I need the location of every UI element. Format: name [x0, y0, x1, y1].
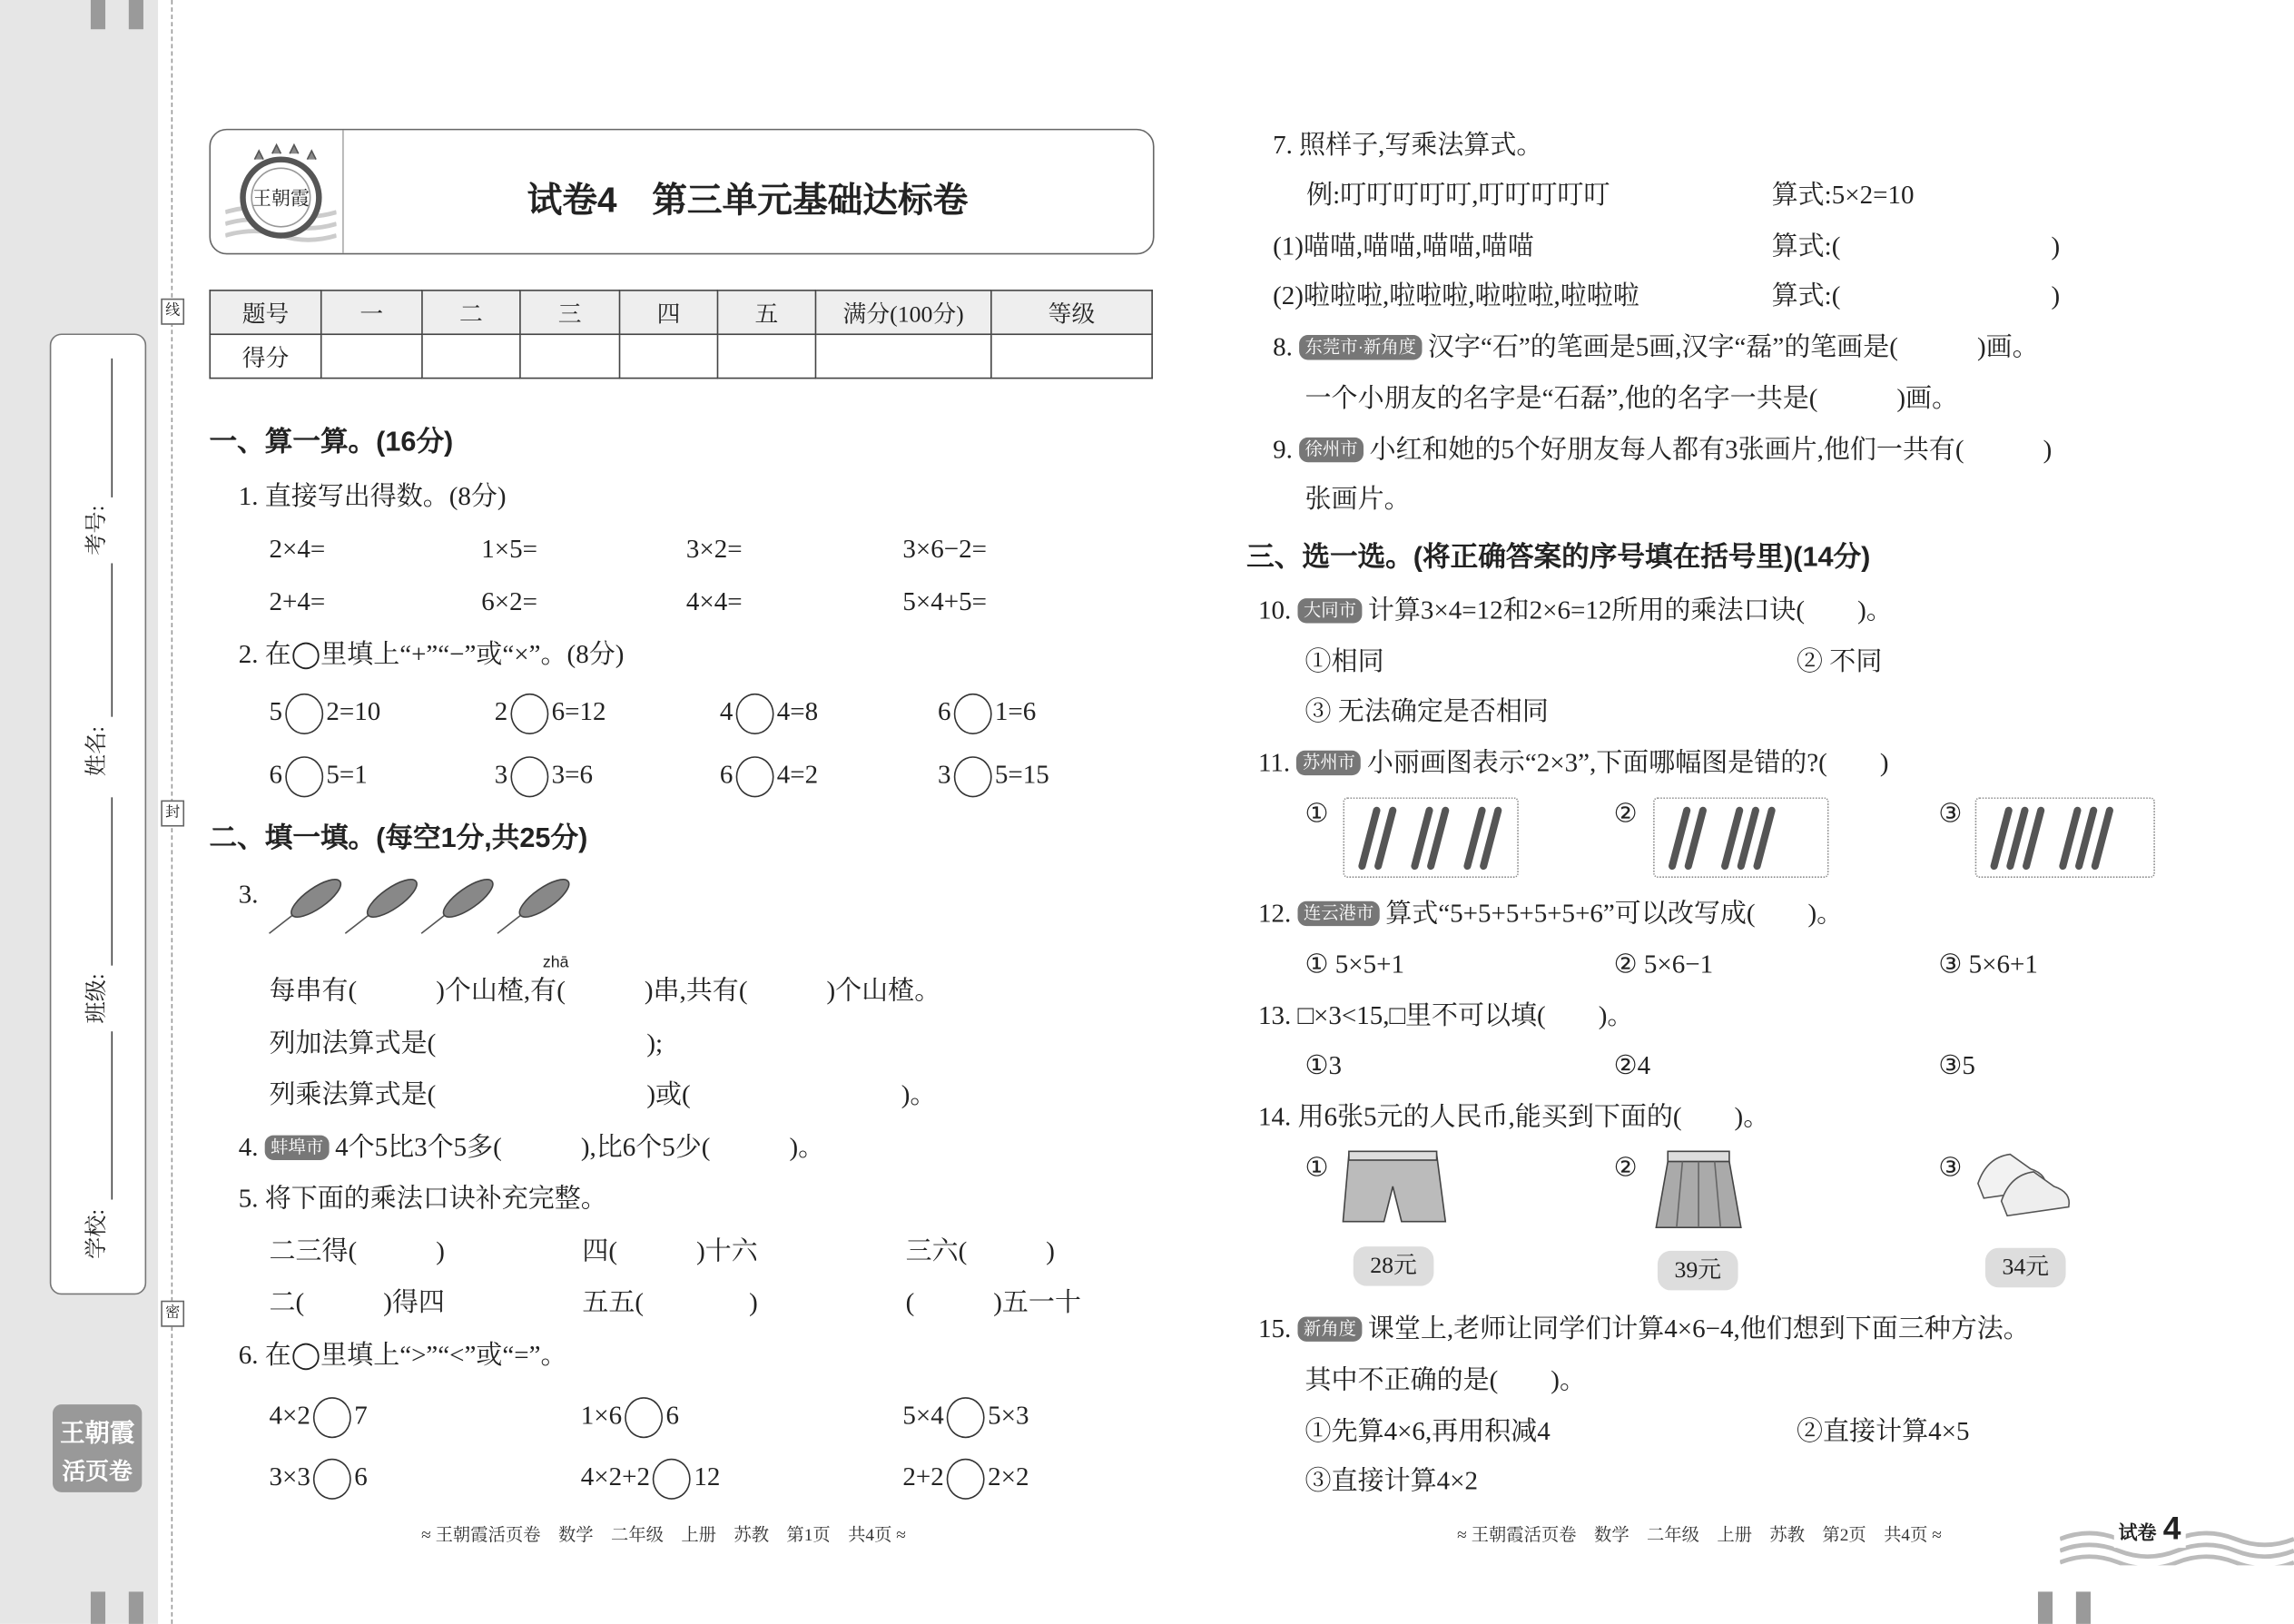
q14-option: ①: [1305, 1152, 1329, 1183]
paper-number-corner: [2114, 1510, 2186, 1548]
q1-item: 5×4+5=: [902, 586, 987, 616]
operand: 4=8: [776, 696, 819, 726]
q5-prompt: 5. 将下面的乘法口诀补充完整。: [238, 1183, 607, 1214]
operand: 6: [269, 759, 283, 789]
q10: [1258, 594, 1893, 625]
operand: 2=10: [326, 696, 381, 726]
stick: [1467, 811, 1482, 866]
score-header: 等级: [991, 290, 1152, 334]
stick: [2079, 811, 2093, 866]
expression: 2+2: [902, 1462, 944, 1491]
stick: [1414, 811, 1429, 866]
q1-item: 2+4=: [269, 586, 326, 616]
stick: [1741, 811, 1756, 866]
operand: 6=12: [551, 696, 606, 726]
q11-option: ③: [1938, 798, 1963, 829]
q1-prompt: 1. 直接写出得数。(8分): [238, 481, 507, 511]
q11-option: ②: [1613, 798, 1638, 829]
q4-number: 4.: [238, 1132, 259, 1162]
q14-text: 14. 用6张5元的人民币,能买到下面的( )。: [1257, 1101, 1770, 1131]
operand: 3=6: [551, 759, 593, 789]
hawthorn-skewers-image: [263, 872, 577, 940]
stick: [1757, 811, 1772, 866]
q6-item: [581, 1397, 679, 1438]
q5-item: 三六( ): [905, 1235, 1055, 1266]
q1-item: 6×2=: [481, 586, 537, 616]
sticks-figure-2: [1653, 797, 1828, 878]
sneakers-image: [1972, 1148, 2077, 1222]
shorts-image: [1340, 1148, 1448, 1233]
school-label: 学校:: [85, 1208, 110, 1259]
score-row-label: 得分: [210, 334, 320, 378]
q6-item: [581, 1459, 721, 1500]
expression: 2×2: [988, 1462, 1029, 1491]
stick: [1483, 811, 1498, 866]
q9: [1273, 433, 2052, 465]
class-field[interactable]: [111, 797, 113, 965]
q2-item: [938, 694, 1036, 734]
q10-option: ③ 无法确定是否相同: [1305, 696, 1549, 726]
q5-item: ( )五一十: [905, 1287, 1081, 1317]
q7-answer: 算式:( ): [1771, 231, 2061, 261]
stick: [2095, 811, 2110, 866]
q12-option: ② 5×6−1: [1613, 949, 1714, 979]
badge-series: 活页卷: [62, 1460, 133, 1485]
stick: [1672, 811, 1687, 866]
q12: [1258, 897, 1843, 929]
score-header: 题号: [210, 290, 320, 334]
operand: 4=2: [776, 759, 819, 789]
answer-circle[interactable]: [285, 694, 323, 734]
stick: [2026, 811, 2041, 866]
operand: 5=1: [326, 759, 368, 789]
q2-item: [720, 694, 818, 734]
sticks-figure-3: [1975, 797, 2155, 878]
operand: 5=15: [994, 759, 1049, 789]
q6-item: [270, 1459, 368, 1500]
q14-option: ②: [1613, 1152, 1638, 1183]
q3-number: 3.: [238, 879, 259, 909]
score-cell[interactable]: [717, 334, 815, 378]
q13-option: ②4: [1613, 1050, 1651, 1080]
q10-option: ①相同: [1305, 646, 1384, 676]
registration-mark: [91, 0, 105, 29]
page-footer-left: ≈ 王朝霞活页卷 数学 二年级 上册 苏教 第1页 共4页 ≈: [421, 1524, 906, 1545]
answer-circle[interactable]: [510, 756, 548, 797]
q3-line: 每串有( )个山楂,有( )串,共有( )个山楂。: [269, 975, 941, 1006]
q7-prompt: 7. 照样子,写乘法算式。: [1273, 130, 1543, 160]
section-1-heading: 一、算一算。(16分): [209, 427, 454, 458]
q5-item: 五五( ): [582, 1287, 758, 1317]
stick: [1725, 811, 1739, 866]
q7-answer: 算式:( ): [1771, 281, 2061, 310]
section-3-heading: 三、选一选。(将正确答案的序号填在括号里)(14分): [1246, 542, 1871, 574]
score-header: 二: [422, 290, 520, 334]
corner-label: 试卷: [2118, 1521, 2157, 1544]
answer-circle[interactable]: [625, 1397, 663, 1438]
stick: [1362, 811, 1376, 866]
region-tag: 徐州市: [1299, 438, 1364, 462]
expression: 3×3: [269, 1462, 310, 1491]
q15-option: ①先算4×6,再用积减4: [1305, 1416, 1551, 1446]
title-box: [209, 129, 1154, 255]
q1-item: 2×4=: [269, 534, 326, 564]
q11: [1258, 746, 1889, 778]
q11-number: 11.: [1257, 747, 1291, 777]
q11-text: 小丽画图表示“2×3”,下面哪幅图是错的?( ): [1366, 747, 1889, 777]
answer-circle[interactable]: [313, 1397, 351, 1438]
q1-item: 3×6−2=: [902, 534, 987, 564]
q14-option: ③: [1938, 1152, 1963, 1183]
operand: 2: [494, 696, 508, 726]
q3-line: 列加法算式是( );: [269, 1028, 664, 1058]
expression: 5×4: [902, 1400, 944, 1430]
q15: [1258, 1313, 2030, 1344]
class-label: 班级:: [85, 973, 110, 1024]
region-tag: 连云港市: [1297, 901, 1379, 926]
score-header: 四: [620, 290, 718, 334]
operand: 6: [938, 696, 951, 726]
operand: 4: [719, 696, 733, 726]
q12-text: 算式“5+5+5+5+5+6”可以改写成( )。: [1385, 898, 1844, 928]
answer-circle[interactable]: [653, 1459, 691, 1500]
q12-option: ③ 5×6+1: [1938, 949, 2038, 979]
brand-badge: [53, 1404, 142, 1492]
q2-item: [270, 756, 368, 797]
q5-item: 四( )十六: [582, 1235, 758, 1266]
operand: 6: [719, 759, 733, 789]
exam-number-field[interactable]: [111, 359, 113, 497]
expression: 6: [354, 1462, 368, 1491]
q2-prompt: 2. 在◯里填上“+”“−”或“×”。(8分): [238, 639, 625, 669]
seal-mark: 封: [161, 801, 184, 827]
price-tag: 39元: [1658, 1251, 1738, 1291]
skirt-image: [1650, 1148, 1747, 1233]
score-cell[interactable]: [520, 334, 620, 378]
q7-example: 例:叮叮叮叮叮,叮叮叮叮叮: [1306, 180, 1610, 210]
region-tag: 东莞市·新角度: [1299, 335, 1422, 359]
answer-circle[interactable]: [736, 756, 774, 797]
q10-text: 计算3×4=12和2×6=12所用的乘法口诀( )。: [1367, 595, 1893, 625]
q15-line: 其中不正确的是( )。: [1305, 1364, 1586, 1394]
pinyin-annotation: zhā: [542, 953, 569, 972]
score-header: 一: [321, 290, 422, 334]
q6-prompt: 6. 在◯里填上“>”“<”或“=”。: [238, 1340, 567, 1370]
stick: [1994, 811, 2009, 866]
page-footer-right: ≈ 王朝霞活页卷 数学 二年级 上册 苏教 第2页 共4页 ≈: [1457, 1524, 1942, 1545]
q1-item: 4×4=: [685, 586, 743, 616]
q8-text: 汉字“石”的笔画是5画,汉字“磊”的笔画是( )画。: [1427, 331, 2039, 362]
student-info-box: [50, 333, 146, 1294]
q15-option: ②直接计算4×5: [1797, 1416, 1970, 1446]
score-header: 满分(100分): [815, 290, 990, 334]
score-cell[interactable]: [620, 334, 718, 378]
exam-number-label: 考号:: [85, 505, 110, 556]
q15-text: 课堂上,老师让同学们计算4×6−4,他们想到下面三种方法。: [1367, 1314, 2030, 1343]
answer-circle[interactable]: [510, 694, 548, 734]
school-field[interactable]: [111, 1031, 113, 1199]
answer-circle[interactable]: [947, 1459, 985, 1500]
seal-mark: 密: [161, 1301, 184, 1327]
q10-option: ② 不同: [1797, 646, 1883, 676]
q9-text: 小红和她的5个好朋友每人都有3张画片,他们一共有( ): [1369, 434, 2053, 464]
q12-number: 12.: [1257, 898, 1292, 928]
q1-item: 3×2=: [685, 534, 743, 564]
score-table: [209, 290, 1152, 379]
q13-option: ①3: [1305, 1050, 1343, 1080]
registration-mark: [91, 1591, 105, 1623]
q7-item: (2)啦啦啦,啦啦啦,啦啦啦,啦啦啦: [1273, 281, 1639, 310]
expression: 12: [694, 1462, 721, 1491]
registration-mark: [2038, 1591, 2053, 1623]
score-header: 五: [717, 290, 815, 334]
q5-item: 二( )得四: [269, 1287, 445, 1317]
q9-line: 张画片。: [1305, 484, 1411, 514]
registration-mark: [129, 1591, 143, 1623]
answer-circle[interactable]: [947, 1397, 985, 1438]
section-2-heading: 二、填一填。(每空1分,共25分): [209, 823, 588, 855]
expression: 4×2+2: [580, 1462, 651, 1491]
region-tag: 新角度: [1297, 1316, 1362, 1341]
expression: 5×3: [988, 1400, 1029, 1430]
q2-item: [270, 694, 381, 734]
answer-circle[interactable]: [954, 694, 992, 734]
registration-mark: [2076, 1591, 2091, 1623]
stick: [2063, 811, 2077, 866]
q3-line: 列乘法算式是( )或( )。: [269, 1079, 937, 1109]
seal-mark: 线: [161, 299, 184, 325]
stick: [1689, 811, 1703, 866]
score-header: 三: [520, 290, 620, 334]
answer-circle[interactable]: [285, 756, 323, 797]
q7-example-formula: 算式:5×2=10: [1771, 180, 1915, 210]
operand: 3: [938, 759, 951, 789]
q6-item: [270, 1397, 368, 1438]
operand: 1=6: [994, 696, 1037, 726]
svg-text:王朝霞: 王朝霞: [252, 187, 310, 210]
publisher-logo: [225, 139, 336, 244]
stick: [1431, 811, 1445, 866]
q4: [239, 1131, 824, 1163]
q8: [1273, 330, 2039, 362]
q4-text: 4个5比3个5多( ),比6个5少( )。: [335, 1132, 825, 1162]
q1-item: 1×5=: [481, 534, 537, 564]
q2-item: [938, 756, 1049, 797]
q10-number: 10.: [1257, 595, 1292, 625]
stick: [1378, 811, 1393, 866]
region-tag: 大同市: [1297, 598, 1362, 623]
q15-option: ③直接计算4×2: [1305, 1465, 1478, 1496]
q7-item: (1)喵喵,喵喵,喵喵,喵喵: [1273, 231, 1534, 261]
answer-circle[interactable]: [313, 1459, 351, 1500]
answer-circle[interactable]: [954, 756, 992, 797]
q2-item: [495, 756, 593, 797]
registration-mark: [129, 0, 143, 29]
sticks-figure-1: [1343, 797, 1518, 878]
answer-circle[interactable]: [736, 694, 774, 734]
expression: 1×6: [580, 1400, 623, 1430]
expression: 4×2: [269, 1400, 310, 1430]
q2-item: [720, 756, 818, 797]
price-tag: 28元: [1354, 1246, 1434, 1286]
badge-brand: 王朝霞: [60, 1419, 135, 1447]
name-label: 姓名:: [85, 726, 110, 777]
score-cell[interactable]: [815, 334, 990, 378]
score-cell[interactable]: [991, 334, 1152, 378]
score-cell[interactable]: [422, 334, 520, 378]
q9-number: 9.: [1273, 434, 1293, 464]
q15-number: 15.: [1257, 1314, 1292, 1343]
region-tag: 苏州市: [1296, 751, 1361, 775]
q8-line: 一个小朋友的名字是“石磊”,他的名字一共是( )画。: [1305, 383, 1959, 413]
q11-option: ①: [1305, 798, 1329, 829]
q13-option: ③5: [1938, 1050, 1975, 1080]
page-title: 试卷4 第三单元基础达标卷: [527, 181, 969, 221]
operand: 5: [269, 696, 283, 726]
expression: 7: [354, 1400, 368, 1430]
expression: 6: [665, 1400, 680, 1430]
operand: 3: [494, 759, 508, 789]
name-field[interactable]: [111, 563, 113, 716]
stick: [2010, 811, 2024, 866]
price-tag: 34元: [1985, 1248, 2066, 1288]
region-tag: 蚌埠市: [265, 1136, 330, 1160]
score-cell[interactable]: [321, 334, 422, 378]
corner-number: 4: [2162, 1510, 2181, 1547]
q8-number: 8.: [1273, 331, 1293, 362]
q5-item: 二三得( ): [269, 1235, 445, 1266]
q13-text: 13. □×3<15,□里不可以填( )。: [1257, 1000, 1634, 1030]
q2-item: [495, 694, 606, 734]
q6-item: [902, 1459, 1029, 1500]
q12-option: ① 5×5+1: [1305, 949, 1405, 979]
q6-item: [902, 1397, 1029, 1438]
